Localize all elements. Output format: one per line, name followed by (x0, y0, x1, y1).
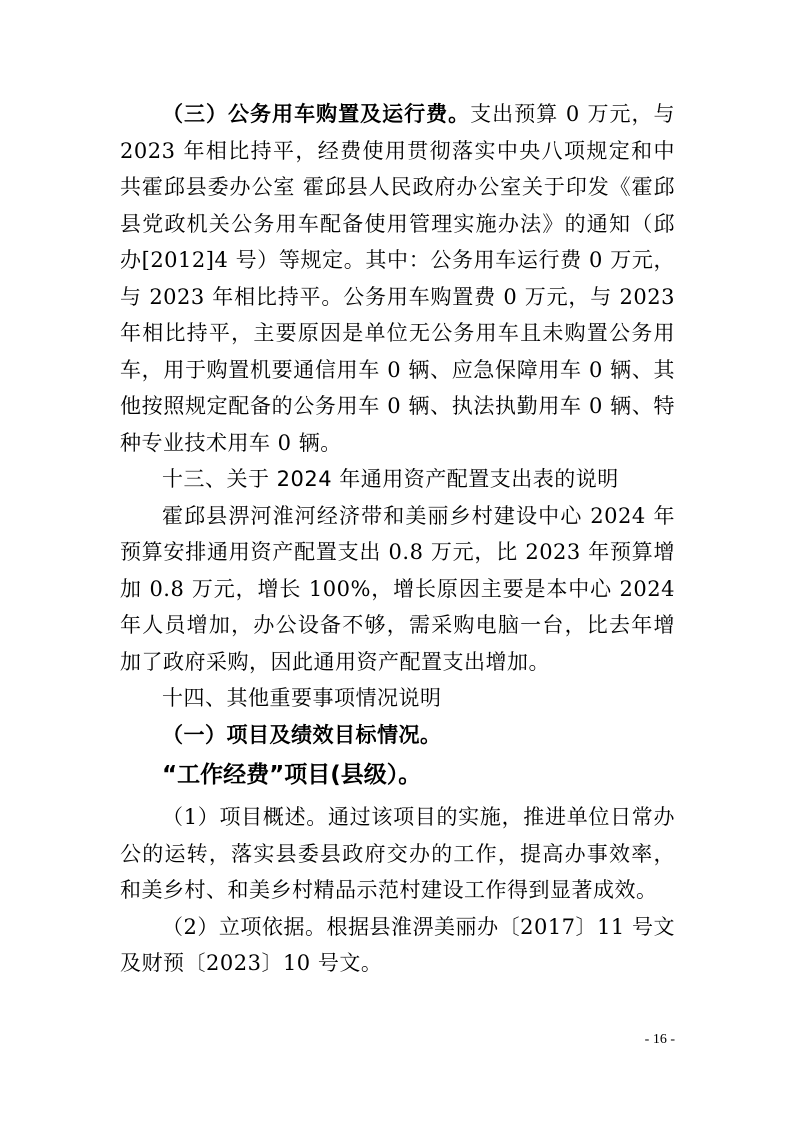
page-number: - 16 - (644, 1032, 675, 1047)
section-13-body: 霍邱县淠河淮河经济带和美丽乡村建设中心 2024 年预算安排通用资产配置支出 0.8 万元，比 2023 年预算增加 0.8 万元，增长 100%，增长原因主要是本中心 2024 年人员增加，办公设备不够，需采购电脑一台，比去年增加了政府采购，因此通用资产配置支出增加。 (120, 503, 675, 674)
section-14-title: 十四、其他重要事项情况说明 (162, 686, 442, 710)
work-fund-project-title: “工作经费”项目(县级）。 (162, 762, 422, 788)
project-overview-paragraph: （1）项目概述。通过该项目的实施，推进单位日常办公的运转，落实县委县政府交办的工作，提高办事效率，和美乡村、和美乡村精品示范村建设工作得到显著成效。 (120, 805, 675, 902)
vehicle-cost-body: 支出预算 0 万元，与 2023 年相比持平，经费使用贯彻落实中央八项规定和中共霍邱县委办公室 霍邱县人民政府办公室关于印发《霍邱县党政机关公务用车配备使用管理实施办法》的通知（邱办[2012]4 号）等规定。其中：公务用车运行费 0 万元，与 2023 年相比持平。公务用车购置费 0 万元，与 2023 年相比持平，主要原因是单位无公务用车且未购置公务用车，用于购置机要通信用车 0 辆、应急保障用车 0 辆、其他按照规定配备的公务用车 0 辆、执法执勤用车 0 辆、特种专业技术用车 0 辆。 (120, 102, 675, 455)
project-goals-subheading: （一）项目及绩效目标情况。 (162, 722, 442, 747)
vehicle-cost-paragraph (120, 96, 675, 461)
vehicle-cost-heading: （三）公务用车购置及运行费。 (162, 102, 471, 126)
project-basis-paragraph: （2）立项依据。根据县淮淠美丽办〔2017〕11 号文及财预〔2023〕10 号文。 (120, 914, 675, 975)
page-content (120, 96, 675, 982)
section-13-title: 十三、关于 2024 年通用资产配置支出表的说明 (162, 467, 619, 491)
